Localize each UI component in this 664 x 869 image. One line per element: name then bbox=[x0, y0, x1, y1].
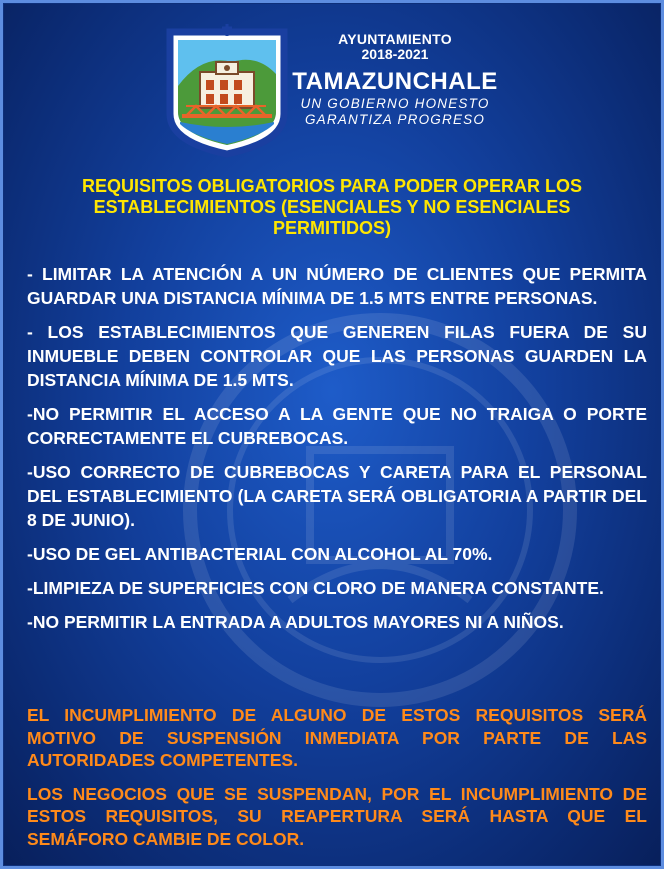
header bbox=[0, 0, 664, 170]
list-item: -NO PERMITIR LA ENTRADA A ADULTOS MAYORES NI A NIÑOS. bbox=[27, 612, 564, 632]
list-item: - LIMITAR LA ATENCIÓN A UN NÚMERO DE CLIENTES QUE PERMITA GUARDAR UNA DISTANCIA MÍNIMA DE 1.5 MTS ENTRE PERSONAS. bbox=[27, 264, 647, 308]
list-item: -NO PERMITIR EL ACCESO A LA GENTE QUE NO TRAIGA O PORTE CORRECTAMENTE EL CUBREBOCAS. bbox=[27, 404, 647, 448]
warnings-section bbox=[27, 704, 647, 861]
slogan-line-2: GARANTIZA PROGRESO bbox=[304, 112, 486, 127]
requirements-list bbox=[27, 262, 647, 644]
list-item: -USO DE GEL ANTIBACTERIAL CON ALCOHOL AL 70%. bbox=[27, 544, 493, 564]
suspension-warning: EL INCUMPLIMIENTO DE ALGUNO DE ESTOS REQUISITOS SERÁ MOTIVO DE SUSPENSIÓN INMEDIATA POR PARTE DE LAS AUTORIDADES COMPETENTES. bbox=[27, 705, 647, 770]
list-item: -LIMPIEZA DE SUPERFICIES CON CLORO DE MANERA CONSTANTE. bbox=[27, 578, 604, 598]
ayuntamiento-label: AYUNTAMIENTO bbox=[338, 31, 452, 47]
page-title: REQUISITOS OBLIGATORIOS PARA PODER OPERAR LOS ESTABLECIMIENTOS (ESENCIALES Y NO ESENCIALES PERMITIDOS) bbox=[81, 176, 583, 238]
city-name: TAMAZUNCHALE bbox=[292, 68, 498, 95]
slogan-line-1: UN GOBIERNO HONESTO bbox=[300, 96, 490, 111]
municipality-title-block bbox=[290, 32, 500, 128]
municipal-shield-logo bbox=[162, 24, 292, 158]
administration-period: 2018-2021 bbox=[361, 46, 429, 62]
list-item: - LOS ESTABLECIMIENTOS QUE GENEREN FILAS FUERA DE SU INMUEBLE DEBEN CONTROLAR QUE LAS PERSONAS GUARDEN LA DISTANCIA MÍNIMA DE 1.5 MTS. bbox=[27, 322, 647, 390]
list-item: -USO CORRECTO DE CUBREBOCAS Y CARETA PARA EL PERSONAL DEL ESTABLECIMIENTO (LA CARETA SERÁ OBLIGATORIA A PARTIR DEL 8 DE JUNIO). bbox=[27, 462, 647, 530]
reopening-warning: LOS NEGOCIOS QUE SE SUSPENDAN, POR EL INCUMPLIMIENTO DE ESTOS REQUISITOS, SU REAPERTURA SERÁ HASTA QUE EL SEMÁFORO CAMBIE DE COLOR. bbox=[27, 783, 647, 849]
